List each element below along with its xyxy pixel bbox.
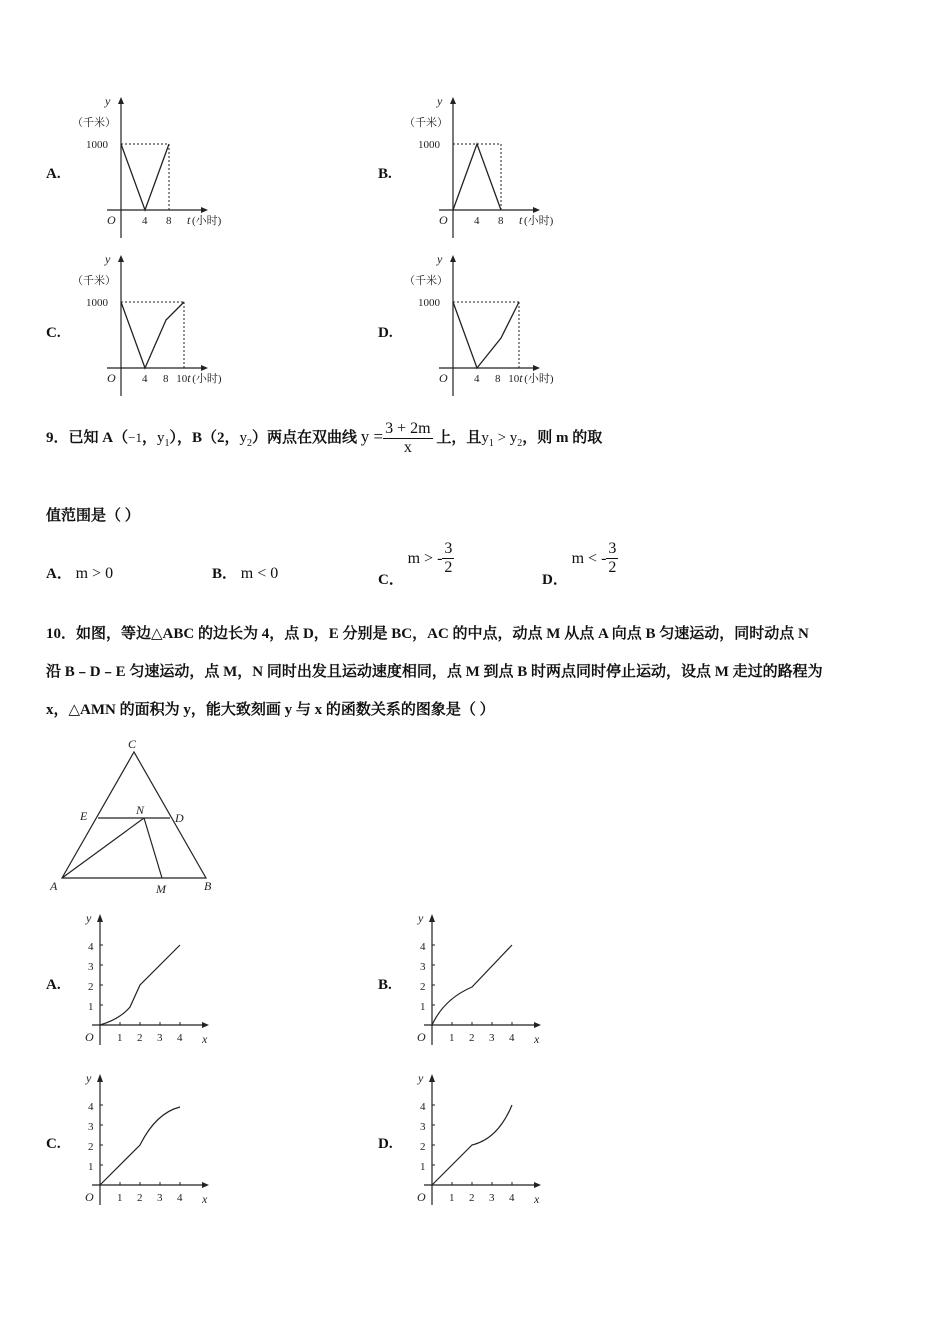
tick-label-4: 4 (474, 215, 480, 227)
distance-curve (121, 302, 184, 368)
x-axis-label: x (534, 1192, 540, 1206)
q9-option-a[interactable] (46, 562, 113, 583)
x-tick-label-3: 3 (489, 1032, 495, 1044)
y-axis-label: y (86, 911, 92, 925)
y-axis-label: y (418, 911, 424, 925)
y-axis-label: y (86, 1071, 92, 1085)
y-tick-label-4: 4 (88, 1101, 94, 1113)
y-tick-label-4: 4 (420, 941, 426, 953)
y-unit-label: （千米） (72, 117, 116, 129)
y-axis-arrow (429, 1074, 435, 1082)
q9-option-c-expr: m > - (407, 549, 443, 567)
y-axis-arrow (118, 255, 124, 262)
y-axis-label: y (105, 94, 111, 108)
label-m: M (156, 882, 166, 896)
q10-graph-c (74, 1068, 224, 1213)
q8-graph-b (398, 92, 578, 242)
q10-graph-d (406, 1068, 556, 1213)
q10-triangle-figure (44, 730, 234, 900)
tick-label-10: 10 (508, 373, 520, 385)
origin-label: O (439, 213, 448, 227)
x-unit-label: (小时) (524, 373, 554, 385)
q10-graph-b (406, 908, 556, 1053)
x-tick-label-1: 1 (117, 1192, 123, 1204)
y-tick-label-3: 3 (420, 1121, 426, 1133)
x-unit-label: (小时) (192, 373, 222, 385)
q9-option-b-expr: m < 0 (240, 565, 279, 582)
y-axis-arrow (97, 914, 103, 922)
q9-point-a-y: y (156, 429, 165, 446)
y-value-label: 1000 (418, 139, 440, 151)
y-value-label: 1000 (86, 297, 108, 309)
x-axis-arrow (533, 207, 540, 213)
x-unit-label: (小时) (524, 215, 554, 227)
x-tick-label-1: 1 (117, 1032, 123, 1044)
q9-curve-numerator: 3 + 2m (385, 420, 431, 437)
q9-option-d-label: D． (542, 571, 568, 588)
y-tick-label-4: 4 (420, 1101, 426, 1113)
q9-text-5: ，则 m 的取 (522, 429, 603, 446)
y-tick-label-3: 3 (88, 961, 94, 973)
q9-comma: ， (141, 429, 157, 446)
segment-an (62, 818, 144, 878)
area-curve (432, 1105, 512, 1185)
label-d: D (175, 811, 184, 825)
origin-label: O (85, 1190, 94, 1204)
x-tick-label-2: 2 (469, 1032, 475, 1044)
x-tick-label-2: 2 (137, 1032, 143, 1044)
label-c: C (128, 737, 137, 751)
origin-label: O (107, 213, 116, 227)
area-curve (100, 945, 180, 1025)
tick-label-4: 4 (474, 373, 480, 385)
x-axis-label: x (534, 1032, 540, 1046)
y-axis-label: y (418, 1071, 424, 1085)
label-e: E (80, 809, 88, 823)
origin-label: O (417, 1030, 426, 1044)
x-axis-arrow (201, 207, 208, 213)
q10-stem-line-1: 10．如图，等边△ABC 的边长为 4，点 D，E 分别是 BC，AC 的中点，动点 M 从点 A 向点 B 匀速运动，同时动点 N (46, 626, 809, 642)
q9-ineq-y2: y (509, 429, 518, 446)
label-n: N (136, 803, 145, 817)
y-axis-arrow (97, 1074, 103, 1082)
q9-text-3: ）两点在双曲线 (251, 429, 357, 446)
area-curve (100, 1107, 180, 1185)
y-tick-label-1: 1 (88, 1001, 94, 1013)
x-tick-label-2: 2 (469, 1192, 475, 1204)
y-tick-label-1: 1 (88, 1161, 94, 1173)
q9-option-d-expr: m < - (571, 549, 607, 567)
y-unit-label: （千米） (72, 275, 116, 287)
y-tick-label-3: 3 (420, 961, 426, 973)
q8-option-b-label[interactable]: B. (378, 166, 392, 182)
q10-graph-a (74, 908, 224, 1053)
x-axis-arrow (202, 1022, 209, 1028)
q9-stem-line-1 (46, 420, 602, 457)
tick-label-8: 8 (498, 215, 504, 227)
x-tick-label-3: 3 (157, 1032, 163, 1044)
q9-option-d[interactable] (542, 540, 618, 588)
q9-curve-lhs: y = (360, 426, 384, 446)
label-a: A (50, 879, 58, 893)
x-axis-label: t (519, 213, 523, 227)
q9-option-d-den: 2 (608, 559, 617, 576)
y-tick-label-4: 4 (88, 941, 94, 953)
tick-label-8: 8 (495, 373, 501, 385)
q9-point-b-y: y (239, 429, 247, 446)
y-axis-label: y (437, 94, 443, 108)
y-tick-label-2: 2 (420, 1141, 426, 1153)
x-tick-label-2: 2 (137, 1192, 143, 1204)
q9-option-a-label: A． (46, 566, 72, 582)
y-axis-arrow (450, 255, 456, 262)
q9-option-c[interactable] (378, 540, 454, 588)
q9-option-d-num: 3 (608, 540, 617, 557)
x-axis-label: t (187, 371, 191, 385)
q10-option-a-label[interactable]: A. (46, 977, 61, 993)
q9-text-4: 上，且 (436, 429, 482, 446)
x-tick-label-4: 4 (509, 1032, 515, 1044)
x-axis-label: x (202, 1192, 208, 1206)
q9-ineq-y1: y (481, 429, 489, 446)
q9-option-c-label: C． (378, 571, 404, 588)
q9-text-2: ），B（2， (169, 429, 240, 446)
x-tick-label-1: 1 (449, 1192, 455, 1204)
y-axis-arrow (429, 914, 435, 922)
tick-label-8: 8 (163, 373, 169, 385)
q9-curve-denominator: x (403, 439, 412, 456)
q10-option-b-label[interactable]: B. (378, 977, 392, 993)
y-axis-arrow (450, 97, 456, 104)
distance-curve (121, 144, 169, 210)
x-axis-label: t (187, 213, 191, 227)
q9-point-a-y-sub: 1 (164, 437, 170, 449)
q9-option-c-fraction (442, 540, 454, 577)
q9-ineq-sub1: 1 (488, 437, 494, 449)
y-tick-label-1: 1 (420, 1001, 426, 1013)
tick-label-10: 10 (176, 373, 188, 385)
origin-label: O (417, 1190, 426, 1204)
x-axis-arrow (534, 1182, 541, 1188)
q8-option-c-label[interactable]: C. (46, 325, 61, 341)
q9-option-c-num: 3 (444, 540, 453, 557)
y-tick-label-3: 3 (88, 1121, 94, 1133)
x-axis-arrow (201, 365, 208, 371)
q8-graph-a (66, 92, 246, 242)
x-tick-label-3: 3 (489, 1192, 495, 1204)
q9-option-d-fraction (606, 540, 618, 577)
y-tick-label-1: 1 (420, 1161, 426, 1173)
origin-label: O (107, 371, 116, 385)
x-axis-label: x (202, 1032, 208, 1046)
q8-graph-d (398, 250, 578, 400)
tick-label-4: 4 (142, 215, 148, 227)
q10-option-c-label[interactable]: C. (46, 1136, 61, 1152)
area-curve (432, 945, 512, 1025)
tick-label-4: 4 (142, 373, 148, 385)
x-axis-arrow (533, 365, 540, 371)
label-b: B (204, 879, 212, 893)
y-value-label: 1000 (86, 139, 108, 151)
q9-option-a-expr: m > 0 (75, 565, 114, 582)
q9-stem-line-2: 值范围是（ ） (46, 508, 140, 524)
x-axis-arrow (202, 1182, 209, 1188)
distance-curve (453, 144, 501, 210)
origin-label: O (85, 1030, 94, 1044)
q9-ineq-sub2: 2 (517, 437, 523, 449)
y-value-label: 1000 (418, 297, 440, 309)
q8-option-d-label[interactable]: D. (378, 325, 393, 341)
x-unit-label: (小时) (192, 215, 222, 227)
q8-graph-c (66, 250, 246, 400)
y-unit-label: （千米） (404, 117, 448, 129)
q9-text-1: 已知 A（ (68, 429, 129, 446)
q9-point-b-y-sub: 2 (246, 437, 252, 449)
y-axis-arrow (118, 97, 124, 104)
q10-stem-line-2: 沿 B﹣D﹣E 匀速运动，点 M，N 同时出发且运动速度相同，点 M 到点 B 时两点同时停止运动，设点 M 走过的路程为 (46, 664, 823, 680)
x-tick-label-3: 3 (157, 1192, 163, 1204)
y-tick-label-2: 2 (88, 1141, 94, 1153)
segment-nm (144, 818, 162, 878)
y-axis-label: y (105, 252, 111, 266)
q8-option-a-label[interactable]: A. (46, 166, 61, 182)
q10-stem-line-3: x，△AMN 的面积为 y，能大致刻画 y 与 x 的函数关系的图象是（ ） (46, 702, 495, 718)
q9-option-b[interactable] (212, 562, 278, 583)
q9-number: 9． (46, 429, 69, 446)
distance-curve (453, 302, 519, 368)
y-tick-label-2: 2 (88, 981, 94, 993)
origin-label: O (439, 371, 448, 385)
q9-option-c-den: 2 (444, 559, 453, 576)
tick-label-8: 8 (166, 215, 172, 227)
x-tick-label-4: 4 (177, 1192, 183, 1204)
x-axis-arrow (534, 1022, 541, 1028)
q9-curve-fraction (383, 420, 432, 457)
q9-option-b-label: B． (212, 566, 238, 582)
q9-ineq-op: > (493, 429, 510, 446)
y-tick-label-2: 2 (420, 981, 426, 993)
y-axis-label: y (437, 252, 443, 266)
x-axis-label: t (519, 371, 523, 385)
y-unit-label: （千米） (404, 275, 448, 287)
x-tick-label-4: 4 (177, 1032, 183, 1044)
x-tick-label-1: 1 (449, 1032, 455, 1044)
x-tick-label-4: 4 (509, 1192, 515, 1204)
q9-point-a-x: −1 (128, 429, 142, 445)
q10-option-d-label[interactable]: D. (378, 1136, 393, 1152)
